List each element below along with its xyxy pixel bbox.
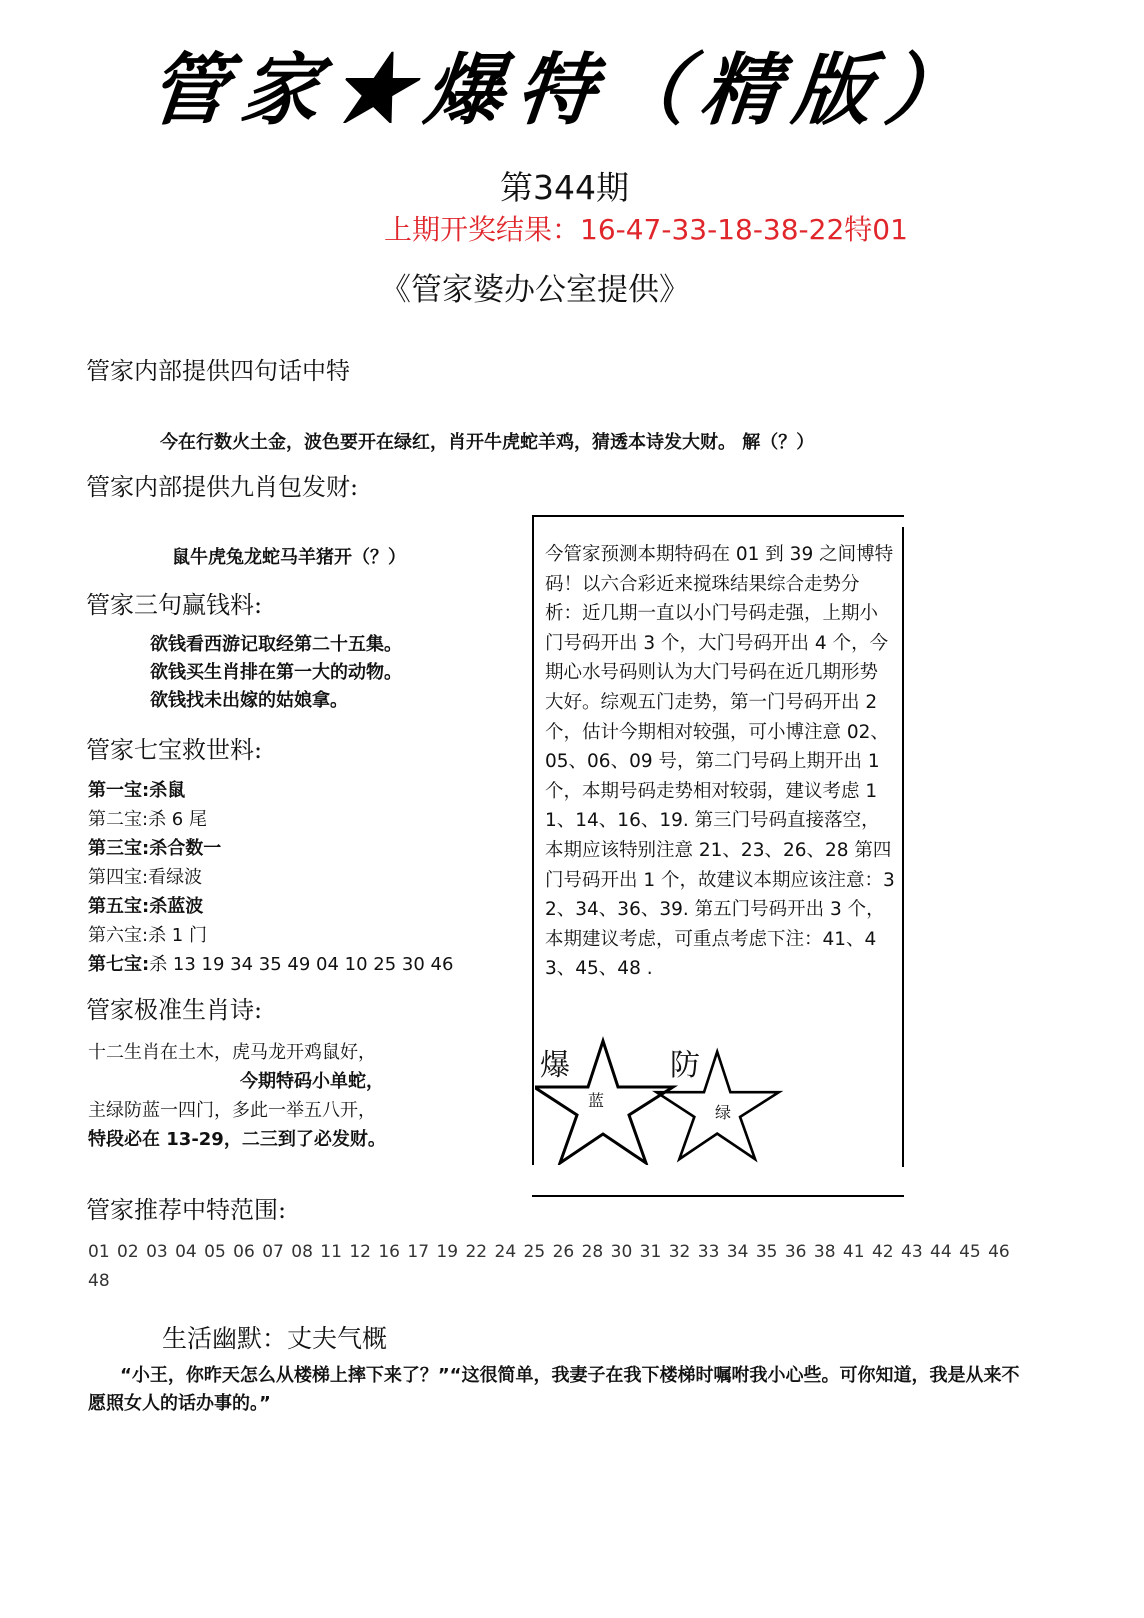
recommend-numbers: 01 02 03 04 05 06 07 08 11 12 16 17 19 22 24 25 26 28 30 31 32 33 34 35 36 38 41 42 43 44 45 46 48 <box>88 1242 1010 1291</box>
four-sentences-text: 今在行数火土金，波色要开在绿红，肖开牛虎蛇羊鸡，猜透本诗发大财。 解（？） <box>160 432 815 453</box>
poem-line: 主绿防蓝一四门，多此一举五八开， <box>88 1100 376 1121</box>
last-draw-result: 上期开奖结果：16-47-33-18-38-22特01 <box>384 213 908 246</box>
bao-label: 爆 <box>540 1048 570 1083</box>
nine-zodiac-heading: 管家内部提供九肖包发财: <box>86 473 359 501</box>
star-blue-label: 蓝 <box>588 1091 605 1110</box>
issue-number: 第344期 <box>500 168 629 207</box>
treasure-item: 第四宝:看绿波 <box>88 867 203 888</box>
seven-treasures-heading: 管家七宝救世料: <box>86 736 263 764</box>
three-sentences-heading: 管家三句赢钱料: <box>86 591 263 619</box>
poem-line: 十二生肖在土木，虎马龙开鸡鼠好， <box>88 1042 376 1063</box>
forecast-text: 今管家预测本期特码在 01 到 39 之间博特码！以六合彩近来搅珠结果综合走势分析：近几期一直以小门号码走强，上期小门号码开出 3 个，大门号码开出 4 个，今期心水号码则认为大门号码在近几期形势大好。综观五门走势，第一门号码开出 2 个，估计今期相对较强，可小博注意 02、05、06、09 号，第二门号码上期开出 1 个，本期号码走势相对较弱，建议考虑 11、14、16、19. 第三门号码直接落空，本期应该特别注意 21、23、26、28 第四门号码开出 1 个，故建议本期应该注意：32、34、36、39. 第五门号码开出 3 个，本期建议考虑，可重点考虑下注：41、43、45、48 . <box>545 544 895 980</box>
three-sentences-line: 欲钱看西游记取经第二十五集。 <box>150 634 402 655</box>
zodiac-poem-heading: 管家极准生肖诗: <box>86 996 263 1024</box>
treasure-item: 第一宝:杀鼠 <box>88 780 186 801</box>
treasure-item: 第三宝:杀合数一 <box>88 838 222 859</box>
treasure-item: 第五宝:杀蓝波 <box>88 896 204 917</box>
humor-text: “小王，你昨天怎么从楼梯上摔下来了？”“这很简单，我妻子在我下楼梯时嘱咐我小心些。可你知道，我是从来不愿照女人的话办事的。” <box>88 1365 1020 1414</box>
treasure-item: 第二宝:杀 6 尾 <box>88 809 207 830</box>
nine-zodiac-text: 鼠牛虎兔龙蛇马羊猪开（？） <box>172 547 406 568</box>
treasure-item: 第六宝:杀 1 门 <box>88 925 207 946</box>
provider-credit: 《管家婆办公室提供》 <box>380 272 690 308</box>
fang-label: 防 <box>670 1048 700 1083</box>
poem-line: 特段必在 13-29，二三到了必发财。 <box>88 1129 386 1150</box>
three-sentences-line: 欲钱找未出嫁的姑娘拿。 <box>150 690 348 711</box>
page-title: 管家★爆特（精版） <box>144 45 983 136</box>
recommend-heading: 管家推荐中特范围: <box>86 1196 287 1224</box>
humor-heading: 生活幽默：丈夫气概 <box>162 1324 388 1353</box>
four-sentences-heading: 管家内部提供四句话中特 <box>86 357 350 385</box>
three-sentences-line: 欲钱买生肖排在第一大的动物。 <box>150 662 402 683</box>
treasure-item: 第七宝:杀 13 19 34 35 49 04 10 25 30 46 <box>88 954 454 975</box>
poem-line: 今期特码小单蛇， <box>240 1071 384 1092</box>
star-green-label: 绿 <box>715 1103 732 1122</box>
